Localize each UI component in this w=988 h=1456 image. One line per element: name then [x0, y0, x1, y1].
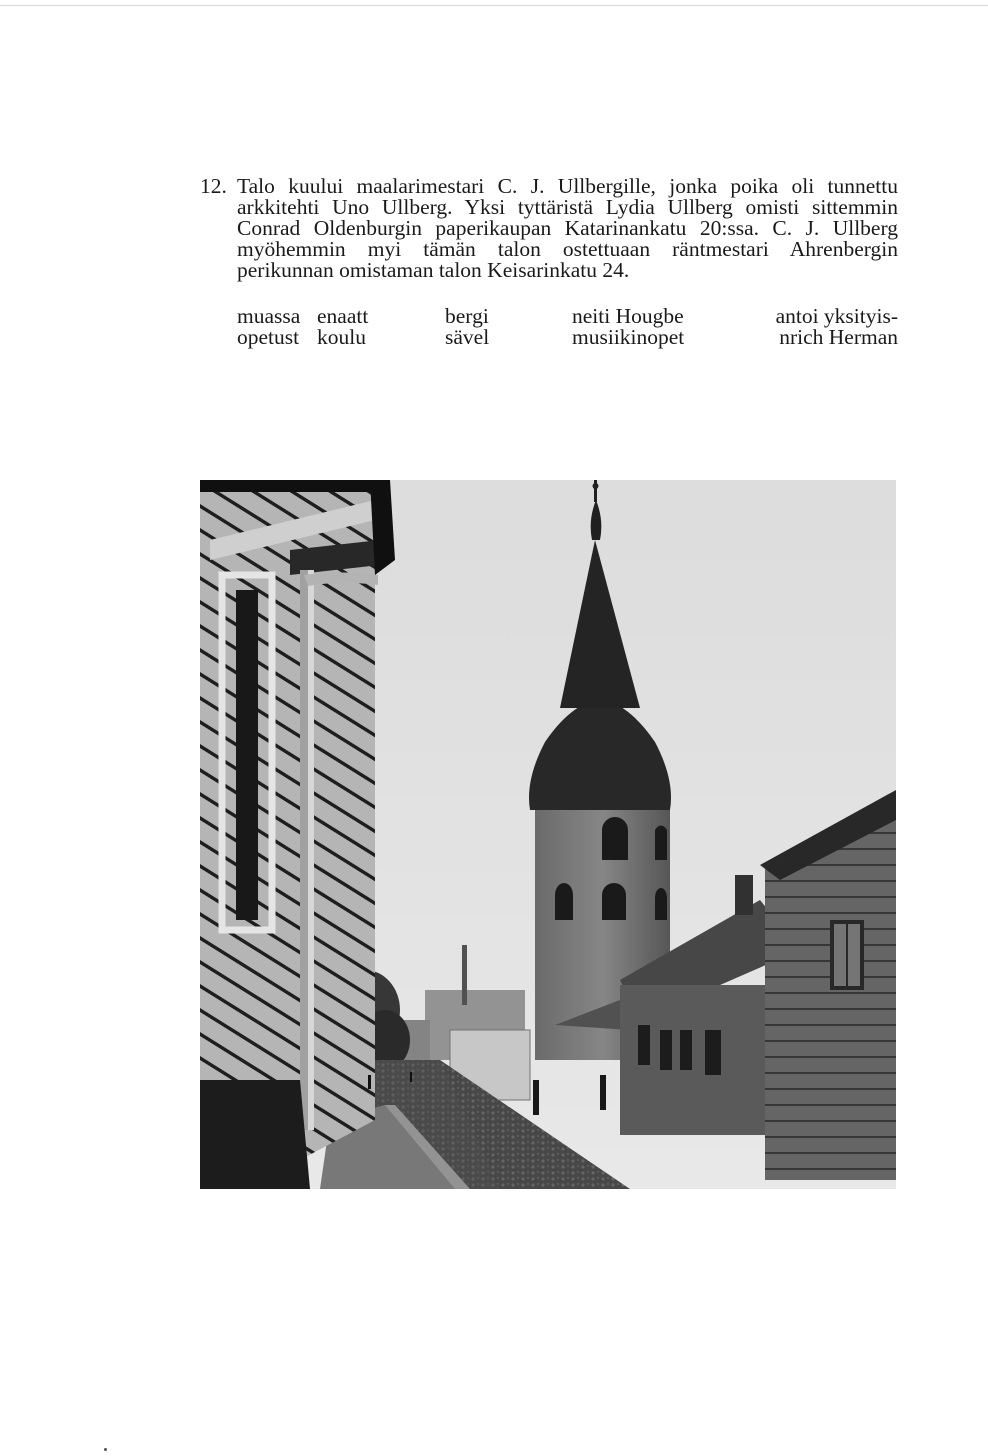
- fragment: antoi yksityis-: [775, 304, 898, 328]
- footnote-line: myöhemmin myi tämän talon ostettuaan räntmestari Ahrenbergin: [237, 237, 898, 261]
- street-church-photograph: [200, 480, 896, 1189]
- fragment: opetust: [237, 325, 300, 349]
- scan-dust-mark: [104, 1448, 107, 1451]
- fragment: nrich Herman: [779, 325, 898, 349]
- fragment-row: [237, 306, 898, 327]
- fragment: muassa: [237, 304, 301, 328]
- footnote-number: 12.: [200, 174, 227, 198]
- text-fragments: [237, 306, 898, 348]
- footnote-line: Talo kuului maalarimestari C. J. Ullbergille, jonka poika oli tunnettu: [237, 174, 898, 198]
- fragment: sävel: [445, 325, 490, 349]
- footnote-line: perikunnan omistaman talon Keisarinkatu 24.: [237, 258, 630, 282]
- fragment: bergi: [445, 304, 489, 328]
- footnote-line: arkkitehti Uno Ullberg. Yksi tyttäristä Lydia Ullberg omisti sittemmin: [237, 195, 898, 219]
- fragment: enaatt: [317, 304, 369, 328]
- fragment: koulu: [317, 325, 366, 349]
- photo-illustration: [200, 480, 896, 1189]
- fragment: musiikinopet: [572, 325, 685, 349]
- footnote-line: Conrad Oldenburgin paperikaupan Katarinankatu 20:ssa. C. J. Ullberg: [237, 216, 898, 240]
- fragment: neiti Hougbe: [572, 304, 684, 328]
- footnote: [200, 176, 898, 281]
- fragment-row: [237, 327, 898, 348]
- scan-top-edge: [0, 5, 988, 6]
